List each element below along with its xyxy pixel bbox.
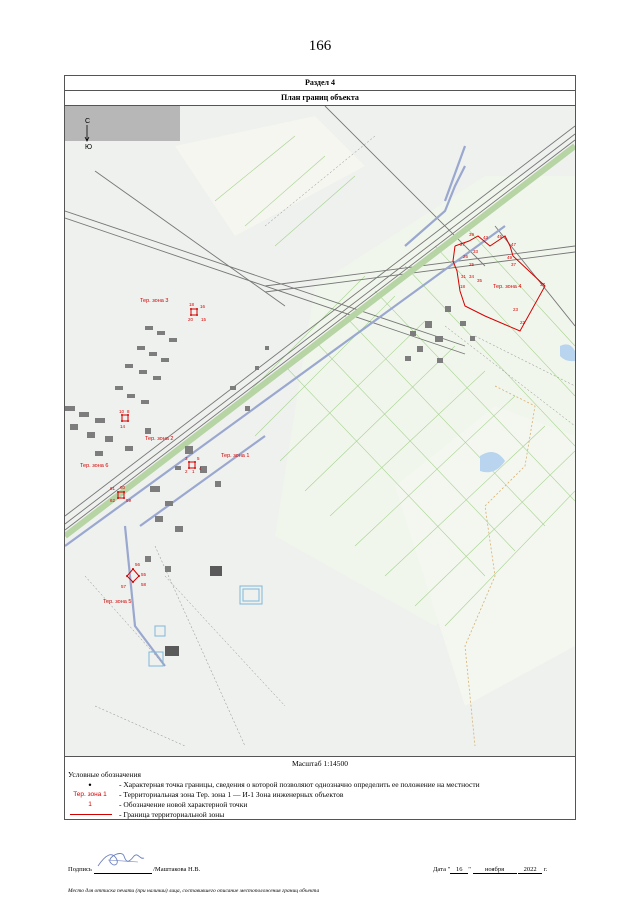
date-year: 2022 <box>518 866 542 874</box>
point-number: 2 <box>185 469 188 474</box>
legend-item-point <box>65 780 575 790</box>
point-number: 5 <box>197 456 200 461</box>
zone-label-3: Тер. зона 3 <box>140 298 169 304</box>
point-number: 26 <box>463 254 469 259</box>
legend-text: - Обозначение новой характерной точки <box>119 800 248 809</box>
point-number: 39 <box>469 232 475 237</box>
legend-text: - Характерная точка границы, сведения о которой позволяют однозначно определить ее положение на местности <box>119 780 480 789</box>
legend-item-zone <box>65 790 575 800</box>
point-dot-icon: • <box>88 780 92 790</box>
stamp-note: Место для оттиска печати (при наличии) лица, составившего описание местоположения границ объекта <box>68 888 320 894</box>
zone-label-2: Тер. зона 2 <box>145 436 174 442</box>
point-number: 27 <box>460 242 466 247</box>
point-number: 56 <box>135 562 141 567</box>
boundary-line-icon <box>70 814 112 815</box>
point-number: 14 <box>120 424 126 429</box>
date-day: 16 <box>450 866 468 874</box>
legend-item-new-point <box>65 800 575 810</box>
point-number: 58 <box>141 582 147 587</box>
point-number: 47 <box>511 242 517 247</box>
point-number: 55 <box>141 572 147 577</box>
map-scale: Масштаб 1:14500 <box>291 759 349 768</box>
point-number: 15 <box>201 317 207 322</box>
point-number: 62 <box>110 498 116 503</box>
signature-block <box>68 866 200 874</box>
point-number: 31 <box>461 274 467 279</box>
boundary-map <box>65 106 575 757</box>
point-number: 37 <box>540 282 546 287</box>
point-number: 45 <box>497 234 503 239</box>
point-number: 59 <box>126 498 132 503</box>
point-number: 35 <box>477 278 483 283</box>
date-suffix: г. <box>543 866 548 873</box>
date-label: Дата " <box>433 866 451 873</box>
point-number: 8 <box>127 409 130 414</box>
zone-label-4: Тер. зона 4 <box>493 284 522 290</box>
point-number: 43 <box>483 235 489 240</box>
date-month: ноября <box>473 866 517 874</box>
zone-label-symbol: Тер. зона 1 <box>73 791 107 798</box>
signer-name: /Маштакова Н.В. <box>153 866 201 873</box>
point-number: 61 <box>110 486 116 491</box>
handwritten-signature <box>94 850 152 870</box>
zone-label-1: Тер. зона 1 <box>221 453 250 459</box>
point-number: 3 <box>185 456 188 461</box>
point-number: 57 <box>121 584 127 589</box>
document-frame <box>64 75 576 894</box>
south-label: Ю <box>85 144 93 151</box>
point-number: 18 <box>189 302 195 307</box>
point-number: 37 <box>511 262 517 267</box>
point-number: 20 <box>188 317 194 322</box>
point-number: 23 <box>513 307 519 312</box>
point-number: 22 <box>520 320 526 325</box>
plan-title: План границ объекта <box>65 91 575 106</box>
point-number: 18 <box>460 284 466 289</box>
point-number: 4 <box>199 466 202 471</box>
point-number: 1 <box>192 469 195 474</box>
point-number: 34 <box>469 274 475 279</box>
point-number: 33 <box>473 249 479 254</box>
point-number-symbol: 1 <box>88 801 92 808</box>
zone-label-6: Тер. зона 6 <box>80 463 109 469</box>
point-number: 10 <box>119 409 125 414</box>
signature-label: Подпись <box>68 866 92 873</box>
point-number: 60 <box>120 485 126 490</box>
section-title: Раздел 4 <box>65 76 575 91</box>
signature-line <box>94 866 152 874</box>
point-number: 25 <box>469 262 475 267</box>
legend-text: - Территориальная зона Тер. зона 1 — И-1 Зона инженерных объектов <box>119 790 344 799</box>
date-quote: " <box>468 866 471 873</box>
legend-item-boundary <box>65 810 575 820</box>
zone-label-5: Тер. зона 5 <box>103 599 132 605</box>
north-label: С <box>85 118 91 125</box>
legend-text: - Граница территориальной зоны <box>119 810 225 819</box>
legend-title: Условные обозначения <box>68 770 141 779</box>
page-number: 166 <box>308 38 332 54</box>
point-number: 49 <box>507 255 513 260</box>
point-number: 16 <box>200 304 206 309</box>
date-block <box>433 866 547 874</box>
